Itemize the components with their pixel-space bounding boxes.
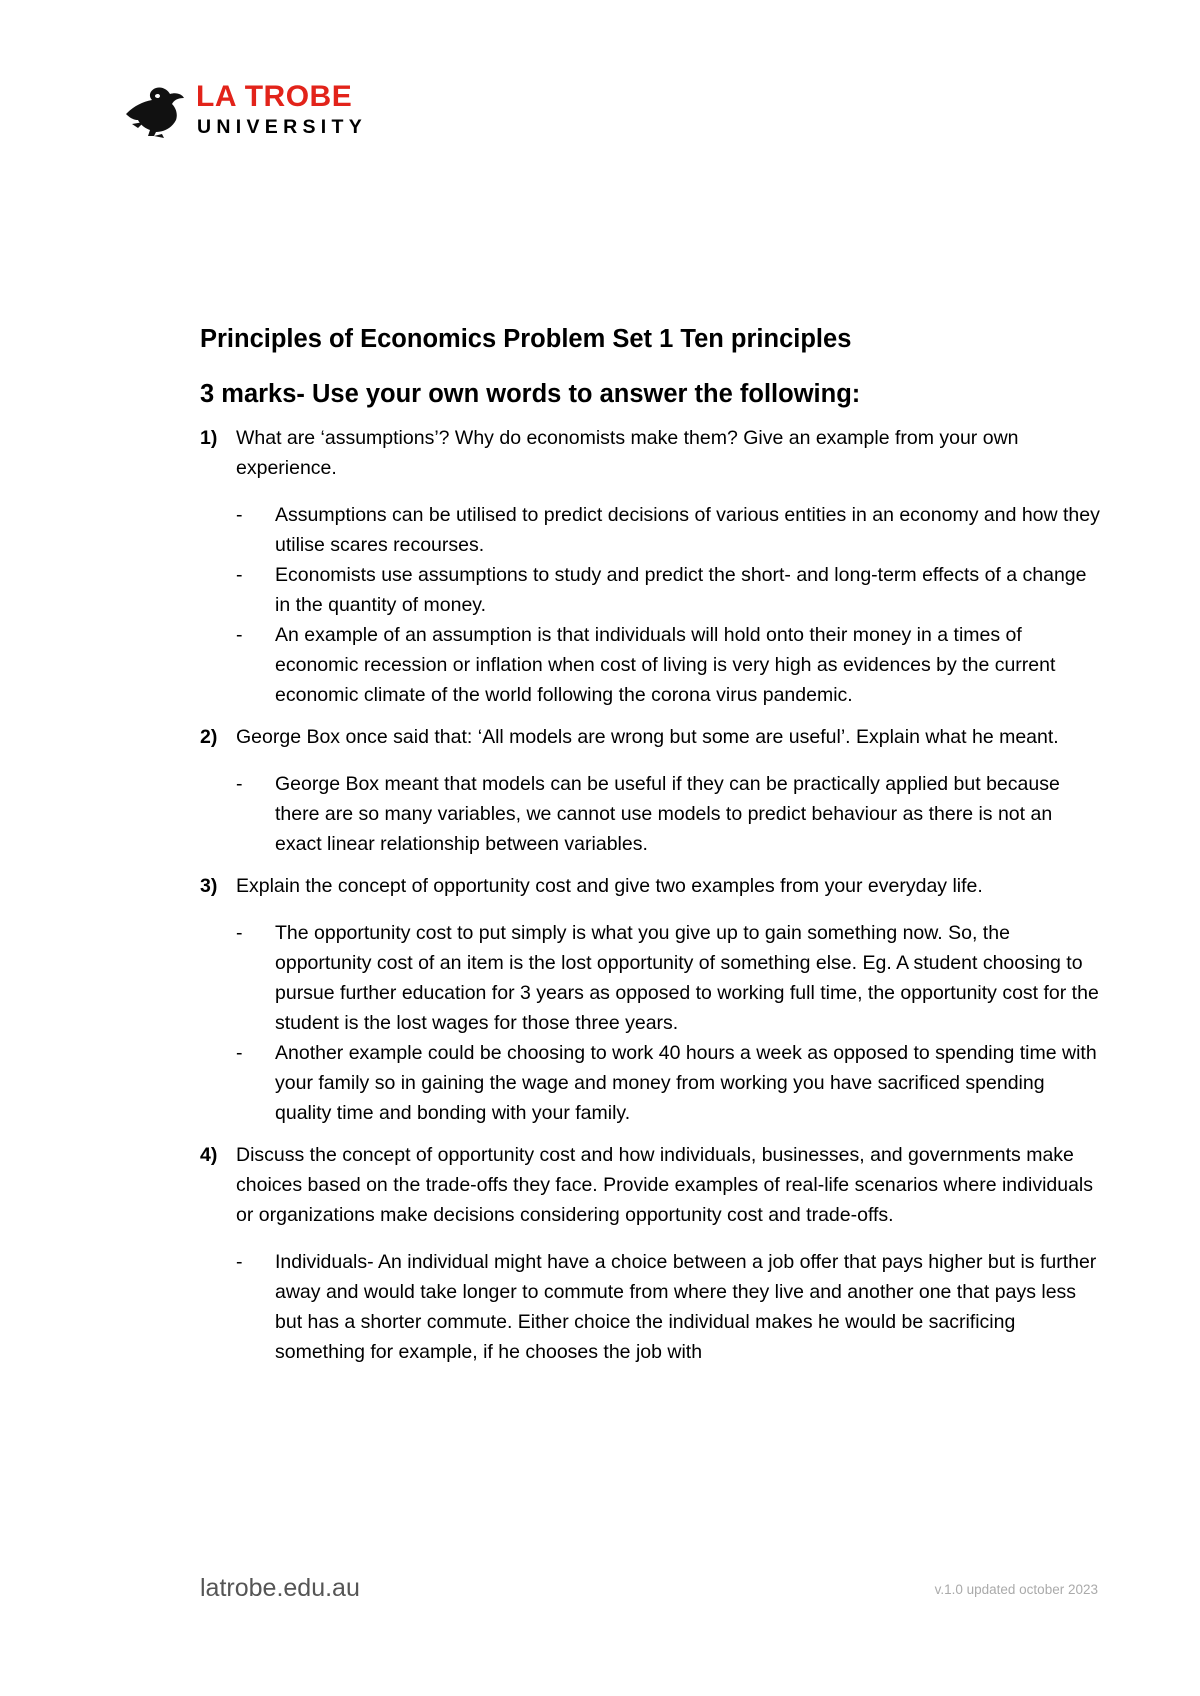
answer-item bbox=[200, 560, 1100, 620]
answer-item bbox=[200, 1038, 1100, 1128]
document-body bbox=[200, 322, 1100, 1367]
question-prompt bbox=[200, 1140, 1100, 1230]
answer-text: George Box meant that models can be useful if they can be practically applied but because there are so many variables, we cannot use models to predict behaviour as there is not an exact linear relationship between variables. bbox=[275, 773, 1060, 855]
answer-text: Individuals- An individual might have a choice between a job offer that pays higher but is further away and would take longer to commute from where they live and another one that pays less but has a shorter commute. Either choice the individual makes he would be sacrificing something for example, if he chooses the job with bbox=[275, 1251, 1097, 1363]
question-text: What are ‘assumptions’? Why do economists make them? Give an example from your own experience. bbox=[236, 427, 1019, 479]
dash-bullet: - bbox=[236, 624, 243, 646]
answer-text: An example of an assumption is that individuals will hold onto their money in a times of economic recession or inflation when cost of living is very high as evidences by the current economic climate of the world following the corona virus pandemic. bbox=[275, 624, 1056, 706]
page-title: Principles of Economics Problem Set 1 Ten principles bbox=[200, 325, 852, 353]
question-prompt bbox=[200, 722, 1100, 752]
answer-text: Assumptions can be utilised to predict decisions of various entities in an economy and how they utilise scares recourses. bbox=[275, 504, 1100, 556]
question-block bbox=[200, 423, 1100, 710]
question-block bbox=[200, 1140, 1100, 1367]
answer-list bbox=[200, 769, 1100, 859]
question-number: 1) bbox=[200, 427, 218, 449]
answer-text: Another example could be choosing to work 40 hours a week as opposed to spending time with your family so in gaining the wage and money from working you have sacrificed spending quality time and bonding with your family. bbox=[275, 1042, 1097, 1124]
answer-item bbox=[200, 1247, 1100, 1367]
question-prompt bbox=[200, 423, 1100, 483]
footer-version-note: v.1.0 updated october 2023 bbox=[934, 1582, 1098, 1597]
dash-bullet: - bbox=[236, 1042, 243, 1064]
university-logo bbox=[124, 80, 394, 142]
dash-bullet: - bbox=[236, 773, 243, 795]
question-block bbox=[200, 871, 1100, 1128]
answer-item bbox=[200, 918, 1100, 1038]
footer-website-link[interactable]: latrobe.edu.au bbox=[200, 1574, 360, 1602]
dash-bullet: - bbox=[236, 504, 243, 526]
dash-bullet: - bbox=[236, 564, 243, 586]
question-block bbox=[200, 722, 1100, 859]
answer-list bbox=[200, 500, 1100, 710]
question-number: 4) bbox=[200, 1144, 218, 1166]
answer-item bbox=[200, 620, 1100, 710]
question-text: Explain the concept of opportunity cost and give two examples from your everyday life. bbox=[236, 875, 983, 897]
question-prompt bbox=[200, 871, 1100, 901]
answer-text: Economists use assumptions to study and predict the short- and long-term effects of a change in the quantity of money. bbox=[275, 564, 1087, 616]
question-text: George Box once said that: ‘All models are wrong but some are useful’. Explain what he meant. bbox=[236, 726, 1059, 748]
answer-item bbox=[200, 500, 1100, 560]
answer-list bbox=[200, 1247, 1100, 1367]
dash-bullet: - bbox=[236, 922, 243, 944]
answer-item bbox=[200, 769, 1100, 859]
dash-bullet: - bbox=[236, 1251, 243, 1273]
question-number: 2) bbox=[200, 726, 218, 748]
question-text: Discuss the concept of opportunity cost and how individuals, businesses, and governments make choices based on the trade-offs they face. Provide examples of real-life scenarios where individuals or organizations make decisions considering opportunity cost and trade-offs. bbox=[236, 1144, 1094, 1226]
answer-text: The opportunity cost to put simply is what you give up to gain something now. So, the opportunity cost of an item is the lost opportunity of something else. Eg. A student choosing to pursue further education for 3 years as opposed to working full time, the opportunity cost for the student is the lost wages for those three years. bbox=[275, 922, 1099, 1034]
instructions-heading: 3 marks- Use your own words to answer the following: bbox=[200, 380, 861, 408]
eagle-emblem-icon bbox=[124, 84, 186, 140]
question-number: 3) bbox=[200, 875, 218, 897]
logo-wordmark-bottom: UNIVERSITY bbox=[197, 116, 368, 138]
answer-list bbox=[200, 918, 1100, 1128]
logo-wordmark-top: LA TROBE bbox=[196, 80, 353, 113]
